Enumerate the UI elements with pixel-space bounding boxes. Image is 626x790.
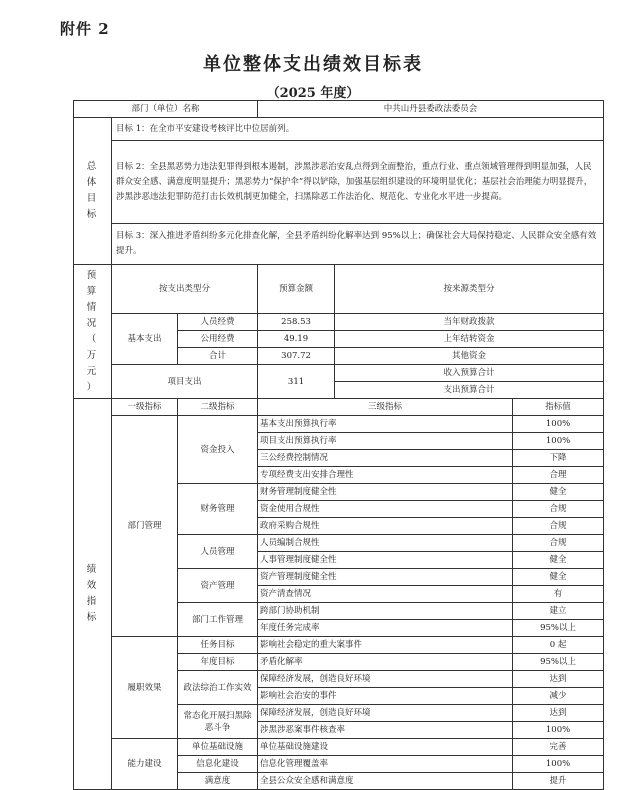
goal-row [74,224,604,265]
project-expense-label: 项目支出 [112,365,258,399]
indicator-level-3: 政府采购合规性 [258,518,513,535]
indicator-level-3: 资金使用合规性 [258,501,513,518]
col-value: 指标值 [513,399,604,416]
indicator-value: 95%以上 [513,654,604,671]
indicator-level-2: 资金投入 [178,416,258,484]
page-title: 单位整体支出绩效目标表 [203,54,423,75]
indicator-value: 达到 [513,705,604,722]
indicator-value: 提升 [513,773,604,790]
dept-value: 中共山丹县委政法委员会 [258,101,604,118]
indicator-level-3: 影响社会治安的事件 [258,688,513,705]
indicator-value: 健全 [513,484,604,501]
indicator-value: 100% [513,756,604,773]
goal-1: 目标 1：在全市平安建设考核评比中位居前列。 [112,118,604,141]
indicator-level-2: 财务管理 [178,484,258,535]
expense-type: 公用经费 [178,331,258,348]
indicator-value: 100% [513,433,604,450]
indicator-value: 健全 [513,552,604,569]
dept-label: 部门（单位）名称 [74,101,258,118]
indicator-value: 达到 [513,671,604,688]
indicator-level-3: 跨部门协助机制 [258,603,513,620]
indicator-level-2: 年度目标 [178,654,258,671]
indicator-level-2: 常态化开展扫黑除恶斗争 [178,705,258,739]
expense-amount: 258.53 [258,314,335,331]
expense-type: 合计 [178,348,258,365]
indicator-level-2: 部门工作管理 [178,603,258,637]
performance-target-table [73,100,604,790]
budget-row [74,365,604,382]
goal-row [74,141,604,224]
expense-amount: 49.19 [258,331,335,348]
indicator-value: 0 起 [513,637,604,654]
col-level-3: 三级指标 [258,399,513,416]
indicator-level-3: 影响社会稳定的重大案事件 [258,637,513,654]
indicator-value: 下降 [513,450,604,467]
income-total-label: 收入预算合计 [335,365,604,382]
indicator-level-3: 信息化管理覆盖率 [258,756,513,773]
indicator-level-3: 基本支出预算执行率 [258,416,513,433]
project-expense-amount: 311 [258,365,335,399]
source-type: 上年结转资金 [335,331,604,348]
indicator-level-3: 全县公众安全感和满意度 [258,773,513,790]
indicator-level-3: 专项经费支出安排合理性 [258,467,513,484]
indicator-row [74,637,604,654]
indicator-level-3: 三公经费控制情况 [258,450,513,467]
indicator-level-3: 人事管理制度健全性 [258,552,513,569]
indicator-value: 减少 [513,688,604,705]
indicator-value: 100% [513,722,604,739]
indicator-level-2: 人员管理 [178,535,258,569]
indicator-level-3: 资产清查情况 [258,586,513,603]
indicator-value: 合规 [513,501,604,518]
col-source-type: 按来源类型分 [335,265,604,314]
indicator-level-3: 资产管理制度健全性 [258,569,513,586]
attachment-label: 附件 2 [60,20,110,38]
indicator-value: 完善 [513,739,604,756]
expense-total-label: 支出预算合计 [335,382,604,399]
source-type: 其他资金 [335,348,604,365]
year-label: （2025 年度） [266,86,360,101]
indicator-level-3: 保障经济发展，创造良好环境 [258,705,513,722]
indicator-value: 建立 [513,603,604,620]
indicator-level-1: 履职效果 [112,637,178,739]
col-level-1: 一级指标 [112,399,178,416]
indicator-value: 有 [513,586,604,603]
expense-amount: 307.72 [258,348,335,365]
indicator-value: 100% [513,416,604,433]
indicator-level-3: 涉黑涉恶案事件核查率 [258,722,513,739]
col-amount: 预算金额 [258,265,335,314]
indicator-level-3: 矛盾化解率 [258,654,513,671]
perf-header-row [74,399,604,416]
indicator-level-3: 单位基础设施建设 [258,739,513,756]
indicator-level-2: 政法综治工作实效 [178,671,258,705]
goal-3: 目标 3：深入推进矛盾纠纷多元化排查化解，全县矛盾纠纷化解率达到 95%以上；确保社会大局保持稳定、人民群众安全感有效提升。 [112,224,604,265]
indicator-level-1: 部门管理 [112,416,178,637]
indicator-value: 合理 [513,467,604,484]
dept-row [74,101,604,118]
goal-row [74,118,604,141]
indicator-value: 合规 [513,518,604,535]
col-econ-type: 按支出类型分 [112,265,258,314]
indicator-level-3: 保障经济发展，创造良好环境 [258,671,513,688]
indicator-value: 合规 [513,535,604,552]
perf-section-label: 绩 效 指 标 [74,399,112,790]
indicator-level-2: 信息化建设 [178,756,258,773]
goals-section-label: 总 体 目 标 [74,118,112,265]
col-level-2: 二级指标 [178,399,258,416]
budget-section-label: 预 算 情 况 （ 万 元 ） [74,265,112,399]
indicator-level-3: 年度任务完成率 [258,620,513,637]
indicator-level-1: 能力建设 [112,739,178,790]
indicator-value: 健全 [513,569,604,586]
indicator-level-2: 满意度 [178,773,258,790]
basic-expense-label: 基本支出 [112,314,178,365]
indicator-row [74,416,604,433]
budget-row [74,314,604,331]
indicator-value: 95%以上 [513,620,604,637]
indicator-level-3: 财务管理制度健全性 [258,484,513,501]
goal-2: 目标 2：全县黑恶势力违法犯罪得到根本遏制，涉黑涉恶治安乱点得到全面整治，重点行业、重点领域管理得到明显加强，人民群众安全感、满意度明显提升；黑恶势力“保护伞”得以铲除，加强基层组织建设的环境明显优化；基层社会治理能力明显提升，涉黑涉恶违法犯罪防范打击长效机制更加健全，扫黑除恶工作法治化、规范化、专业化水平进一步提高。 [112,141,604,224]
indicator-level-3: 人员编制合规性 [258,535,513,552]
indicator-level-3: 项目支出预算执行率 [258,433,513,450]
budget-header-row [74,265,604,314]
indicator-row [74,739,604,756]
source-type: 当年财政拨款 [335,314,604,331]
expense-type: 人员经费 [178,314,258,331]
indicator-level-2: 单位基础设施 [178,739,258,756]
indicator-level-2: 任务目标 [178,637,258,654]
indicator-level-2: 资产管理 [178,569,258,603]
